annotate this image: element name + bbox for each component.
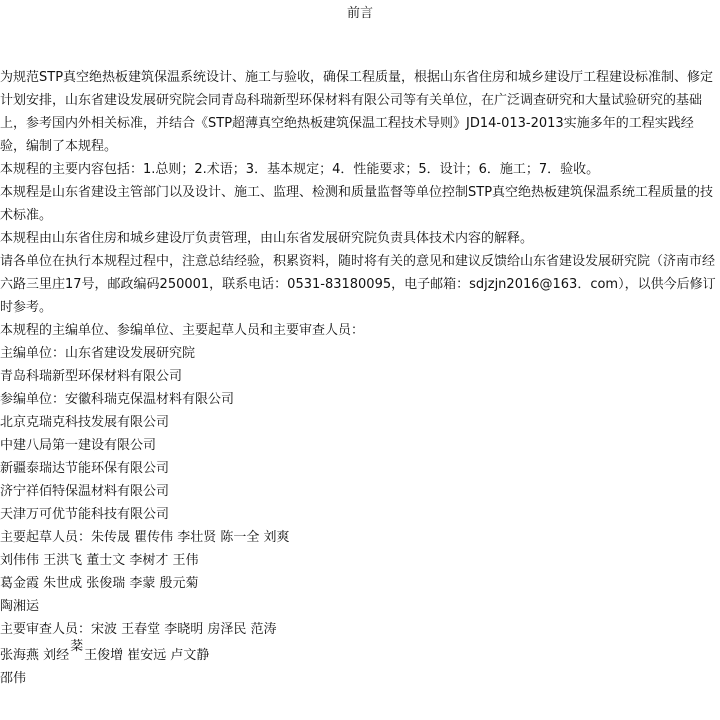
unit-line: 天津万可优节能科技有限公司 bbox=[0, 507, 170, 522]
reviewers-line: 主要审查人员：宋波 王春堂 李晓明 房泽民 范涛 bbox=[0, 622, 277, 637]
drafters-line: 主要起草人员：朱传晟 瞿传伟 李壮贤 陈一全 刘爽 bbox=[0, 530, 290, 545]
participating-unit-line: 参编单位：安徽科瑞克保温材料有限公司 bbox=[0, 392, 235, 407]
feedback-paragraph: 请各单位在执行本规程过程中，注意总结经验，积累资料，随时将有关的意见和建议反馈给山东省建设发展研究院（济南市经六路三里庄17号，邮政编码250001，联系电话：0531-83180095，电子邮箱：sdjzjn2016@163．com），以供今后修订时参考。 bbox=[0, 254, 716, 315]
names-line: 葛金霞 朱世成 张俊瑞 李蒙 殷元菊 bbox=[0, 576, 199, 591]
page-title: 前言 bbox=[346, 6, 373, 21]
document-body bbox=[0, 66, 716, 690]
standard-paragraph: 本规程是山东省建设主管部门以及设计、施工、监理、检测和质量监督等单位控制STP真空绝热板建筑保温系统工程质量的技术标准。 bbox=[0, 185, 714, 223]
unit-line: 北京克瑞克科技发展有限公司 bbox=[0, 415, 170, 430]
management-paragraph: 本规程由山东省住房和城乡建设厅负责管理，由山东省发展研究院负责具体技术内容的解释。 bbox=[0, 231, 534, 246]
names-part: 张海燕 刘经 bbox=[0, 648, 70, 663]
names-line: 陶湘运 bbox=[0, 599, 40, 614]
final-name-line: 邵伟 bbox=[0, 671, 27, 686]
units-heading: 本规程的主编单位、参编单位、主要起草人员和主要审查人员： bbox=[0, 323, 365, 338]
unit-line: 济宁祥佰特保温材料有限公司 bbox=[0, 484, 170, 499]
intro-paragraph: 为规范STP真空绝热板建筑保温系统设计、施工与验收，确保工程质量，根据山东省住房和城乡建设厅工程建设标准制、修定计划安排，山东省建设发展研究院会同青岛科瑞新型环保材料有限公司等有关单位，在广泛调查研究和大量试验研究的基础上，参考国内外相关标准，并结合《STP超薄真空绝热板建筑保温工程技术导则》JD14-013-2013实施多年的工程实践经验，编制了本规程。 bbox=[0, 70, 714, 154]
raised-character: 棻 bbox=[70, 639, 84, 654]
unit-line: 青岛科瑞新型环保材料有限公司 bbox=[0, 369, 183, 384]
names-line: 刘伟伟 王洪飞 董士文 李树才 王伟 bbox=[0, 553, 199, 568]
names-part: 王俊增 崔安远 卢文静 bbox=[84, 648, 210, 663]
chief-unit-line: 主编单位：山东省建设发展研究院 bbox=[0, 346, 196, 361]
contents-paragraph: 本规程的主要内容包括：1.总则；2.术语；3．基本规定；4．性能要求；5．设计；6．施工；7．验收。 bbox=[0, 162, 600, 177]
reviewer-names-line bbox=[0, 639, 716, 667]
unit-line: 中建八局第一建设有限公司 bbox=[0, 438, 157, 453]
unit-line: 新疆泰瑞达节能环保有限公司 bbox=[0, 461, 170, 476]
